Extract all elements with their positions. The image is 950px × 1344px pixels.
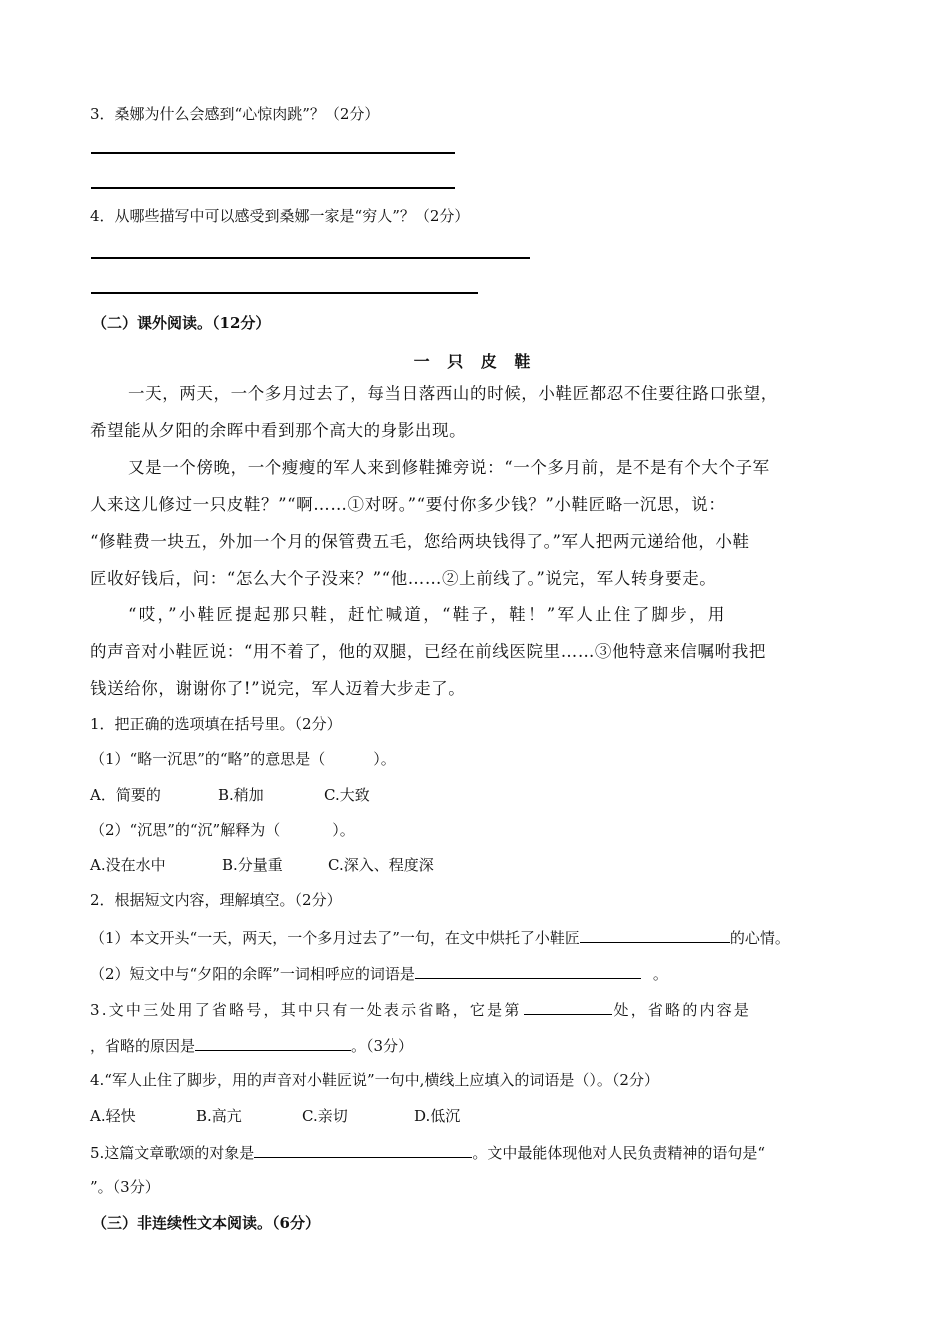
- q3-text-b: 处，省略的内容是: [613, 1001, 752, 1019]
- section-heading: （三）非连续性文本阅读。（6分）: [92, 1214, 320, 1232]
- q3-text-c: ，省略的原因是: [90, 1037, 196, 1055]
- q1-sub2: [90, 820, 355, 840]
- q1-options: [90, 785, 370, 805]
- option-c[interactable]: C.大致: [324, 786, 370, 804]
- option-b[interactable]: B.分量重: [222, 856, 283, 874]
- option-a[interactable]: A．简要的: [90, 786, 161, 804]
- option-c[interactable]: C.亲切: [302, 1107, 348, 1125]
- q2-sub2-end: 。: [652, 965, 668, 983]
- answer-line[interactable]: [91, 292, 478, 294]
- q1-stem: 1．把正确的选项填在括号里。（2分）: [90, 715, 342, 733]
- fill-blank[interactable]: [195, 1034, 351, 1051]
- option-c[interactable]: C.深入、程度深: [328, 856, 434, 874]
- q5-text-b: 。文中最能体现他对人民负责精神的语句是“: [472, 1144, 765, 1162]
- passage-line: 一天，两天，一个多月过去了，每当日落西山的时候，小鞋匠都忍不住要往路口张望，: [128, 384, 778, 403]
- q2-sub1-text: （1）本文开头“一天，两天，一个多月过去了”一句，在文中烘托了小鞋匠: [90, 929, 580, 947]
- passage-line: “哎，”小鞋匠提起那只鞋，赶忙喊道，“鞋子，鞋！”军人止住了脚步，用: [128, 605, 727, 624]
- q2-stem: 2．根据短文内容，理解填空。（2分）: [90, 891, 342, 909]
- q1-sub2-options: [90, 855, 434, 875]
- passage-line: 的声音对小鞋匠说：“用不着了，他的双腿，已经在前线医院里……③他特意来信嘱咐我把: [90, 642, 766, 661]
- question-4: 4．从哪些描写中可以感受到桑娜一家是“穷人”？（2分）: [90, 207, 470, 225]
- q1-sub1: [90, 749, 396, 769]
- q2-sub1: [90, 926, 790, 948]
- answer-line[interactable]: [91, 152, 455, 154]
- passage-line: 人来这儿修过一只皮鞋？”“啊……①对呀。”“要付你多少钱？”小鞋匠略一沉思，说：: [90, 495, 726, 514]
- passage-line: “修鞋费一块五，外加一个月的保管费五毛，您给两块钱得了。”军人把两元递给他，小鞋: [90, 532, 750, 551]
- q3-line2: [90, 1034, 413, 1056]
- q3-text-d: 。（3分）: [351, 1037, 414, 1055]
- answer-line[interactable]: [91, 187, 455, 189]
- q2-sub1-end: 的心情。: [729, 929, 790, 947]
- q5-line2: ”。（3分）: [90, 1178, 160, 1196]
- option-b[interactable]: B.高亢: [196, 1107, 242, 1125]
- q3-line1: [90, 998, 751, 1020]
- option-a[interactable]: A.没在水中: [90, 856, 166, 874]
- option-b[interactable]: B.稍加: [218, 786, 264, 804]
- q1-sub1-text: （1）“略一沉思”的“略”的意思是（: [90, 750, 326, 768]
- option-a[interactable]: A.轻快: [90, 1107, 136, 1125]
- q1-sub2-end: ）。: [332, 821, 355, 839]
- q4-options: [90, 1106, 460, 1126]
- passage-line: 希望能从夕阳的余晖中看到那个高大的身影出现。: [90, 421, 467, 440]
- q2-sub2: [90, 962, 668, 984]
- answer-line[interactable]: [91, 257, 530, 259]
- q1-sub2-text: （2）“沉思”的“沉”解释为（: [90, 821, 281, 839]
- fill-blank[interactable]: [415, 962, 641, 979]
- q4-stem: 4.“军人止住了脚步，用的声音对小鞋匠说”一句中,横线上应填入的词语是（）。（2分）: [90, 1071, 659, 1089]
- fill-blank[interactable]: [580, 926, 730, 943]
- q1-sub1-end: ）。: [373, 750, 396, 768]
- fill-blank[interactable]: [254, 1141, 472, 1158]
- section-heading: （二）课外阅读。（12分）: [92, 314, 271, 332]
- q5-text: 5.这篇文章歌颂的对象是: [90, 1144, 255, 1162]
- passage-line: 又是一个傍晚，一个瘦瘦的军人来到修鞋摊旁说：“一个多月前，是不是有个大个子军: [128, 458, 770, 477]
- fill-blank[interactable]: [524, 998, 612, 1015]
- q2-sub2-text: （2）短文中与“夕阳的余晖”一词相呼应的词语是: [90, 965, 415, 983]
- passage-line: 匠收好钱后，问：“怎么大个子没来？”“他……②上前线了。”说完，军人转身要走。: [90, 569, 717, 588]
- q3-text: 3.文中三处用了省略号，其中只有一处表示省略，它是第: [90, 1001, 522, 1019]
- passage-title: 一 只 皮 鞋: [413, 352, 537, 371]
- q5-line1: [90, 1141, 765, 1163]
- passage-line: 钱送给你，谢谢你了!”说完，军人迈着大步走了。: [90, 679, 466, 698]
- option-d[interactable]: D.低沉: [414, 1107, 461, 1125]
- question-3: 3．桑娜为什么会感到“心惊肉跳”？（2分）: [90, 105, 380, 123]
